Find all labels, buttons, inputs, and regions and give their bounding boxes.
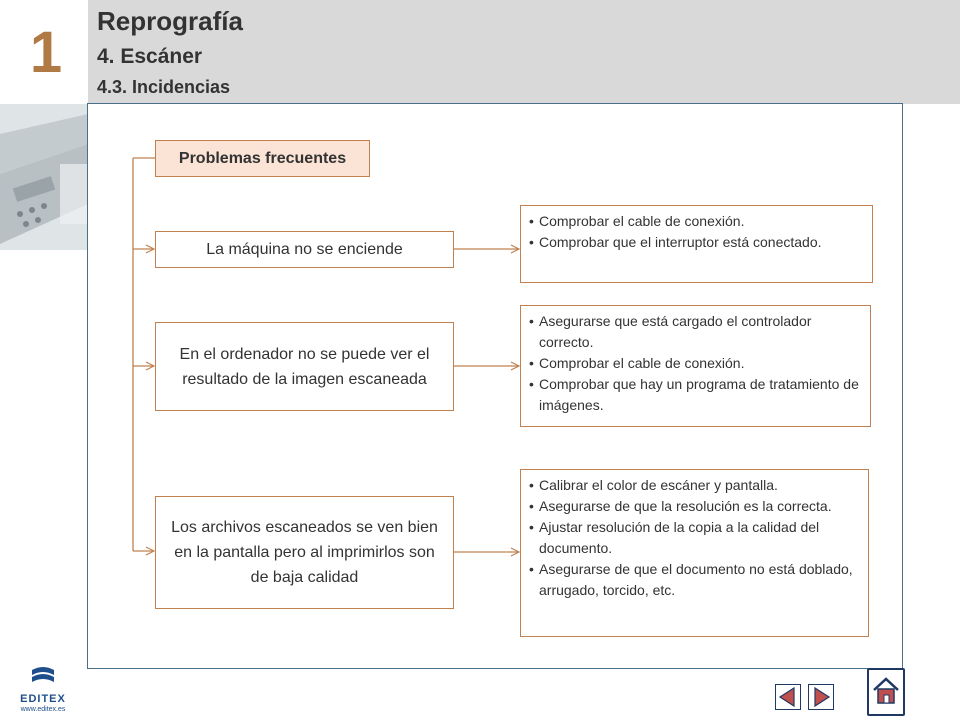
- previous-button[interactable]: [775, 684, 801, 710]
- problem-box-2: En el ordenador no se puede ver el resultado de la imagen escaneada: [155, 322, 454, 411]
- next-button[interactable]: [808, 684, 834, 710]
- solution-list-3: [521, 470, 868, 601]
- solution-list-1: [521, 206, 872, 253]
- home-icon: [869, 670, 903, 714]
- home-button[interactable]: [867, 668, 905, 716]
- list-item: • Asegurarse de que la resolución es la correcta.: [529, 496, 862, 517]
- editex-logo-mark-icon: [14, 666, 72, 688]
- section-title: 4.3. Incidencias: [97, 77, 231, 97]
- list-item: • Comprobar el cable de conexión.: [529, 211, 866, 232]
- page-title: Reprografía: [97, 6, 243, 36]
- arrow-right-icon: [809, 685, 833, 709]
- editex-logo[interactable]: [14, 666, 72, 712]
- page-subtitle: 4. Escáner: [97, 45, 203, 68]
- problem-box-1: La máquina no se enciende: [155, 231, 454, 268]
- list-item: • Asegurarse de que el documento no está doblado, arrugado, torcido, etc.: [529, 559, 862, 601]
- solution-box-3: [520, 469, 869, 637]
- arrow-left-icon: [776, 685, 800, 709]
- brand-url: www.editex.es: [20, 706, 66, 713]
- list-item: • Ajustar resolución de la copia a la calidad del documento.: [529, 517, 862, 559]
- problem-box-3: Los archivos escaneados se ven bien en la pantalla pero al imprimirlos son de baja calidad: [155, 496, 454, 609]
- list-item: • Calibrar el color de escáner y pantalla.: [529, 475, 862, 496]
- list-item: • Comprobar el cable de conexión.: [529, 353, 864, 374]
- problems-heading: Problemas frecuentes: [155, 140, 370, 177]
- list-item: • Comprobar que el interruptor está conectado.: [529, 232, 866, 253]
- solution-box-1: [520, 205, 873, 283]
- solution-list-2: [521, 306, 870, 416]
- brand-name: EDITEX: [20, 693, 66, 705]
- solution-box-2: [520, 305, 871, 427]
- chapter-number: 1: [29, 20, 63, 85]
- list-item: • Asegurarse que está cargado el controlador correcto.: [529, 311, 864, 353]
- list-item: • Comprobar que hay un programa de tratamiento de imágenes.: [529, 374, 864, 416]
